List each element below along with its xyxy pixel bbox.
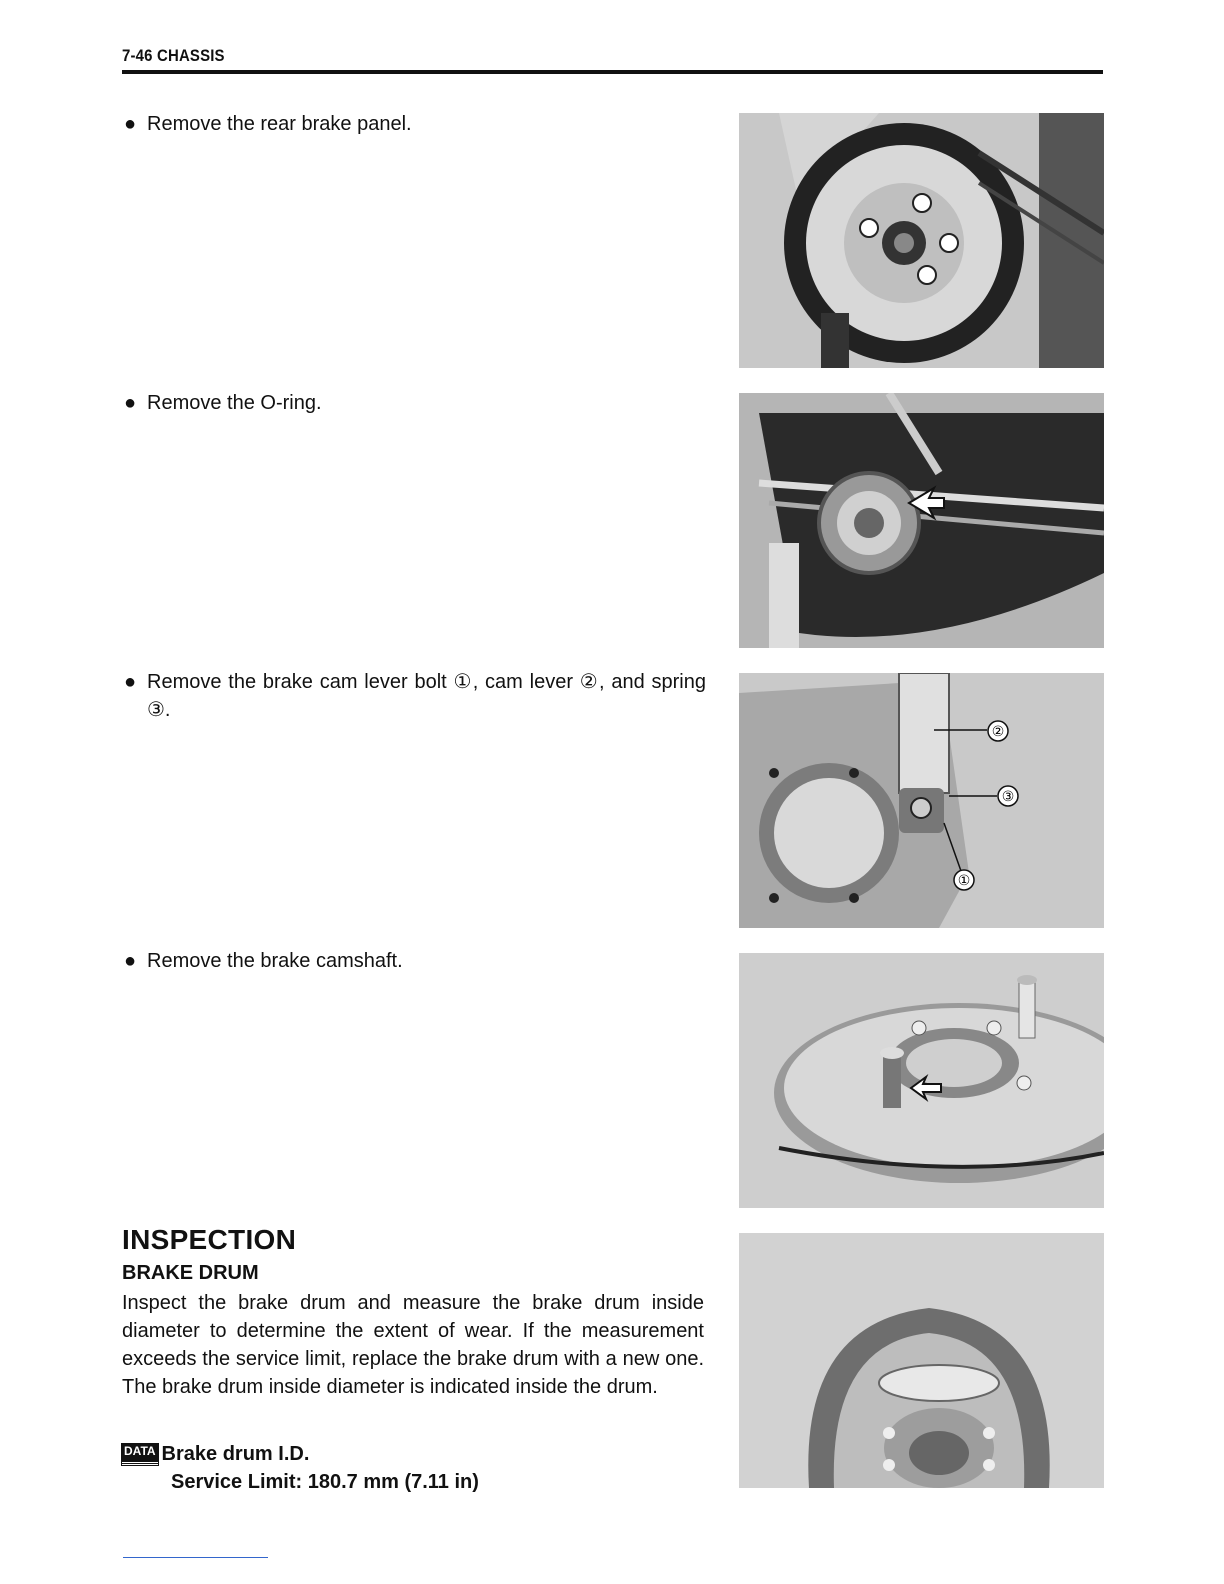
spec-label: Brake drum I.D. bbox=[161, 1443, 310, 1465]
subheading-brake-drum: BRAKE DRUM bbox=[122, 1262, 259, 1284]
spec-line bbox=[122, 1443, 309, 1466]
data-icon: DATA bbox=[122, 1444, 158, 1465]
step-item bbox=[122, 668, 706, 724]
callout-label: ① bbox=[957, 873, 971, 889]
callout-label: ② bbox=[991, 724, 1005, 740]
callout-label: ③ bbox=[1001, 789, 1015, 805]
photo-o-ring bbox=[739, 393, 1104, 648]
step-text: Remove the brake camshaft. bbox=[147, 950, 403, 972]
brake-drum-illustration bbox=[739, 1233, 1104, 1488]
o-ring-illustration bbox=[739, 393, 1104, 648]
page-header bbox=[122, 46, 1104, 66]
step-item bbox=[122, 110, 706, 138]
service-limit: Service Limit: 180.7 mm (7.11 in) bbox=[171, 1471, 479, 1493]
bullet-icon: ● bbox=[124, 950, 137, 972]
header-rule bbox=[122, 70, 1103, 74]
step-item bbox=[122, 947, 706, 975]
bullet-icon: ● bbox=[124, 392, 137, 414]
step-item bbox=[122, 389, 706, 417]
inspection-paragraph: Inspect the brake drum and measure the brake drum inside diameter to determine the extent of wear. If the measurement exceeds the service limit, replace the brake drum with a new one. The brake drum inside diameter is indicated inside the drum. bbox=[122, 1292, 704, 1398]
footer-rule bbox=[123, 1557, 268, 1558]
photo-cam-lever bbox=[739, 673, 1104, 928]
bullet-icon: ● bbox=[124, 113, 137, 135]
section-heading-inspection: INSPECTION bbox=[122, 1224, 297, 1255]
camshaft-illustration bbox=[739, 953, 1104, 1208]
step-text: Remove the O-ring. bbox=[147, 392, 322, 414]
step-text: Remove the brake cam lever bolt ①, cam lever ②, and spring ③. bbox=[147, 671, 706, 721]
photo-camshaft bbox=[739, 953, 1104, 1208]
page-header-title: 7-46 CHASSIS bbox=[122, 46, 225, 65]
photo-rear-brake-panel bbox=[739, 113, 1104, 368]
rear-brake-panel-illustration bbox=[739, 113, 1104, 368]
cam-lever-illustration bbox=[739, 673, 1104, 928]
photo-brake-drum bbox=[739, 1233, 1104, 1488]
step-text: Remove the rear brake panel. bbox=[147, 113, 412, 135]
bullet-icon: ● bbox=[124, 671, 137, 693]
